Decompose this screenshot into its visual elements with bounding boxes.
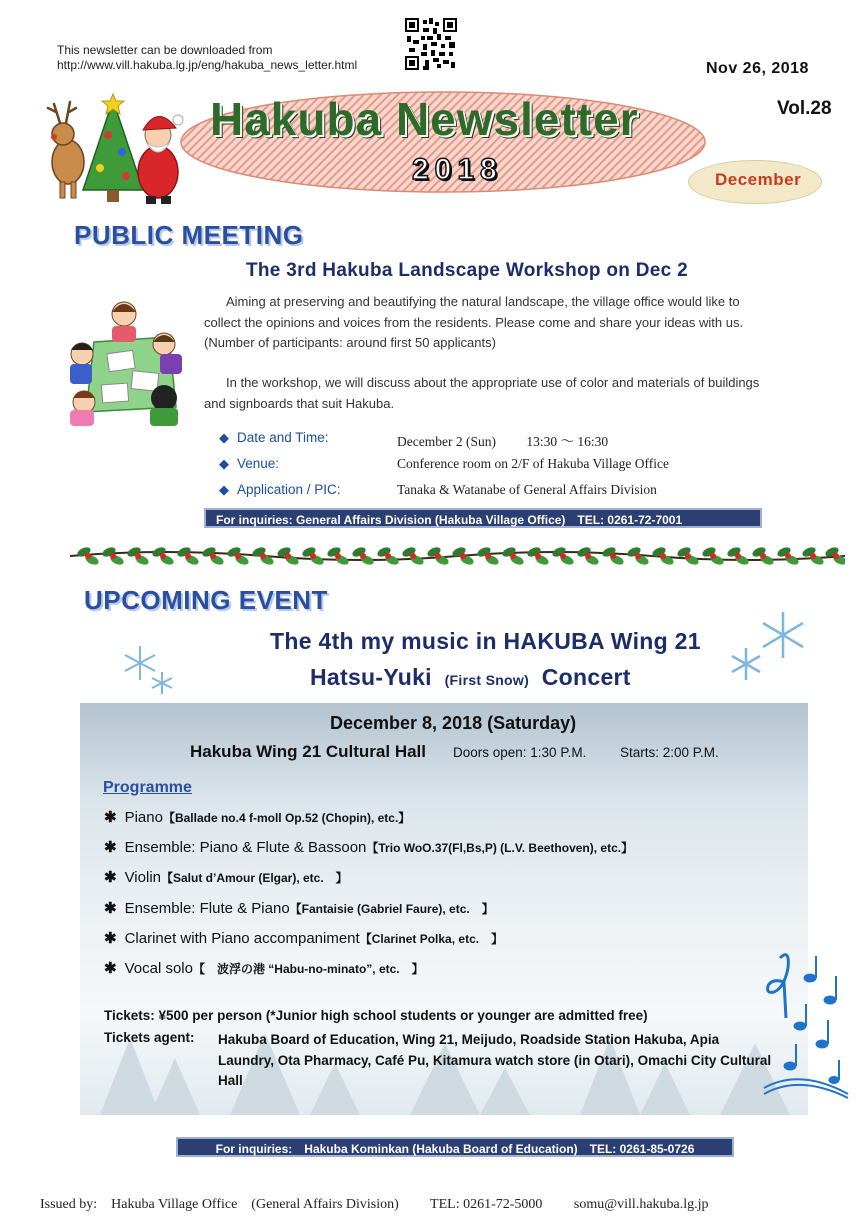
snowflake-icon [728,608,814,688]
detail-label: Venue: [237,456,280,471]
holly-garland-divider [70,538,845,572]
qr-code-icon[interactable] [405,18,457,70]
diamond-bullet-icon: ◆ [219,456,229,471]
issue-date: Nov 26, 2018 [706,60,809,77]
detail-value: Tanaka & Watanabe of General Affairs Division [397,482,657,497]
event-title-concert: Concert [541,664,631,690]
programme-item [104,868,348,886]
people-meeting-illustration [64,292,190,428]
asterisk-icon: ✱ [104,809,117,826]
event-title-hatsu-yuki: Hatsu-Yuki [310,664,432,690]
programme-item-detail: 【 波浮の港 “Habu-no-minato”, etc. 】 [192,962,424,976]
programme-item-main: Piano [124,809,163,826]
asterisk-icon: ✱ [104,839,117,856]
snowflake-icon [118,640,178,698]
asterisk-icon: ✱ [104,900,117,917]
footer-email[interactable]: somu@vill.hakuba.lg.jp [573,1197,709,1212]
programme-item-main: Violin [124,869,161,886]
footer-issued-by: Issued by: Hakuba Village Office (General Affairs Division) [40,1197,399,1212]
section-title-public-meeting: PUBLIC MEETING [74,220,304,250]
asterisk-icon: ✱ [104,869,117,886]
detail-row-date [219,430,329,446]
asterisk-icon: ✱ [104,930,117,947]
programme-item-main: Ensemble: Piano & Flute & Bassoon [124,839,367,856]
detail-value: Conference room on 2/F of Hakuba Village Office [397,456,669,471]
programme-heading: Programme [103,779,192,796]
month-label: December [715,170,802,189]
programme-item [104,838,633,856]
footer [40,1193,737,1213]
inquiries-bar-concert: For inquiries: Hakuba Kominkan (Hakuba Board of Education) TEL: 0261-85-0726 [176,1137,734,1157]
programme-item [104,899,494,917]
event-title-line2 [310,664,631,691]
programme-item-main: Vocal solo [124,960,193,977]
detail-row-application [219,482,341,498]
programme-item-detail: 【Ballade no.4 f-moll Op.52 (Chopin), etc.】 [162,811,411,825]
workshop-paragraph-1: Aiming at preserving and beautifying the natural landscape, the village office would like to collect the opinions and voices from the residents. Please come and share your ideas with us. (Number of participants: around first 50 applicants) [204,294,757,350]
newsletter-year: 2018 [412,153,503,186]
inquiries-bar-public-meeting: For inquiries: General Affairs Division (Hakuba Village Office) TEL: 0261-72-7001 [204,508,762,528]
ticket-price: Tickets: ¥500 per person (*Junior high school students or younger are admitted free) [104,1008,648,1023]
event-title-subtitle: (First Snow) [444,672,530,688]
programme-item-detail: 【Clarinet Polka, etc. 】 [359,932,504,946]
programme-item [104,959,424,977]
newsletter-title: Hakuba Newsletter [210,93,639,145]
detail-label: Date and Time: [237,430,329,445]
programme-item-detail: 【Salut d’Amour (Elgar), etc. 】 [161,871,348,885]
programme-item-main: Ensemble: Flute & Piano [124,900,290,917]
section-title-upcoming-event: UPCOMING EVENT [84,585,328,615]
diamond-bullet-icon: ◆ [219,482,229,497]
tickets-agent-list: Hakuba Board of Education, Wing 21, Meijudo, Roadside Station Hakuba, Apia Laundry, Ota Pharmacy, Café Pu, Kitamura watch store (in Otari), Omachi City Cultural Hall [218,1032,772,1088]
event-title-line1: The 4th my music in HAKUBA Wing 21 [270,628,701,654]
asterisk-icon: ✱ [104,960,117,977]
programme-item-main: Clarinet with Piano accompaniment [124,930,360,947]
detail-row-venue [219,456,279,472]
download-url[interactable]: http://www.vill.hakuba.lg.jp/eng/hakuba_news_letter.html [57,58,358,72]
start-time: Starts: 2:00 P.M. [620,745,719,760]
workshop-title: The 3rd Hakuba Landscape Workshop on Dec 2 [246,260,688,281]
christmas-illustration [38,90,188,210]
detail-label: Application / PIC: [237,482,341,497]
doors-open-time: Doors open: 1:30 P.M. [453,745,587,760]
download-note [57,43,357,73]
workshop-paragraph-2: In the workshop, we will discuss about the appropriate use of color and materials of buildings and signboards that suit Hakuba. [204,375,760,411]
programme-item [104,808,410,826]
concert-date: December 8, 2018 (Saturday) [330,713,577,733]
diamond-bullet-icon: ◆ [219,430,229,445]
detail-value: December 2 (Sun) 13:30 ～ 16:30 [397,434,609,449]
programme-item-detail: 【Fantaisie (Gabriel Faure), etc. 】 [289,902,494,916]
download-note-line1: This newsletter can be downloaded from [57,43,273,57]
volume-number: Vol.28 [777,98,832,119]
programme-item [104,929,503,947]
tickets-agent-label: Tickets agent: [104,1030,195,1045]
music-notes-icon [760,948,852,1100]
concert-venue: Hakuba Wing 21 Cultural Hall [190,742,426,761]
programme-item-detail: 【Trio WoO.37(Fl,Bs,P) (L.V. Beethoven), etc.】 [366,841,634,855]
footer-tel: TEL: 0261-72-5000 [430,1197,543,1212]
